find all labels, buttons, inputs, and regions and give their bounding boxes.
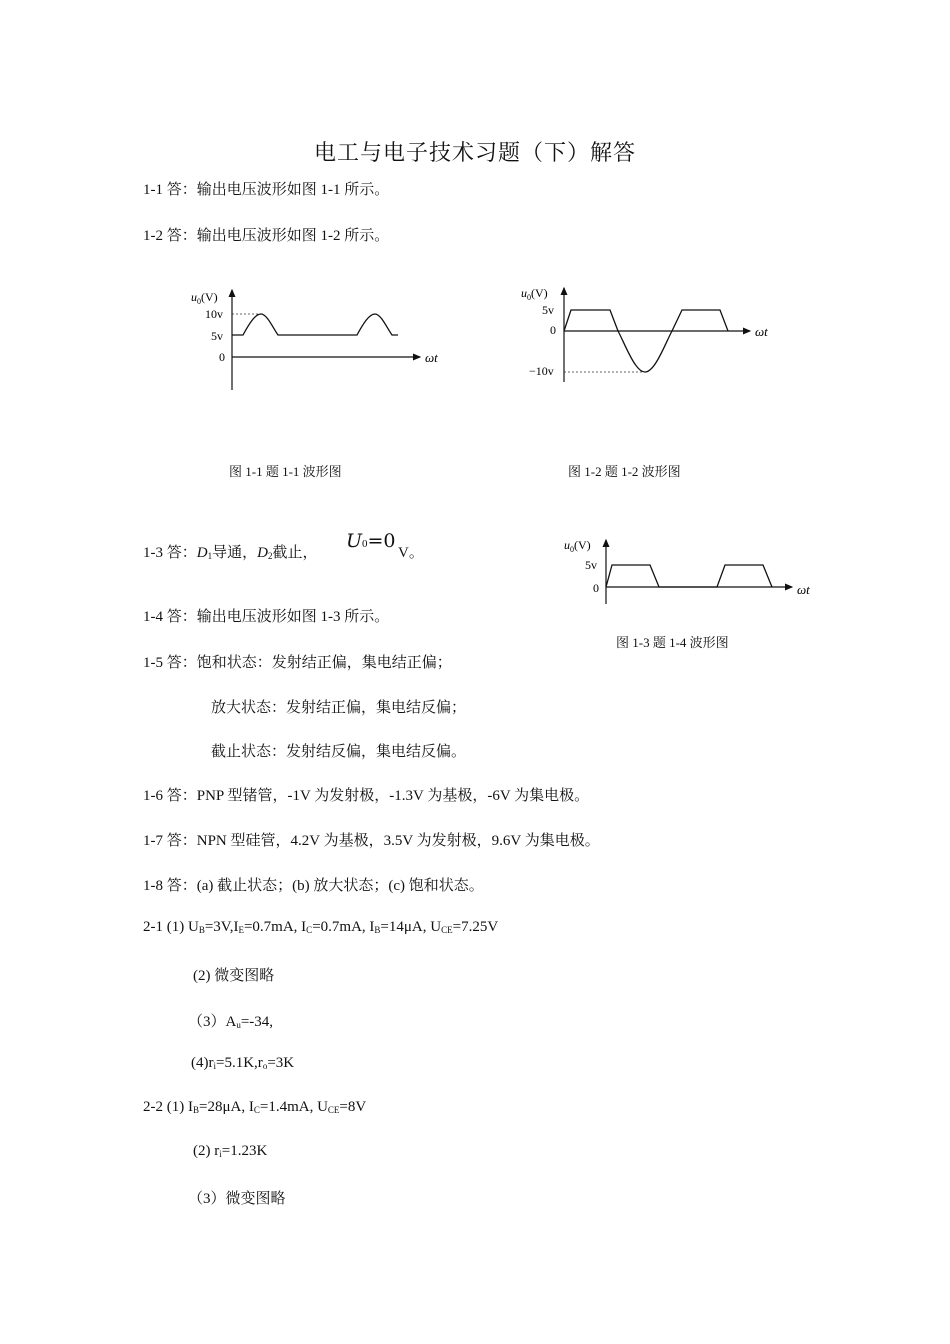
answer-1-3-mid2: 截止，	[272, 545, 318, 561]
y-axis-label: $u_0(V)$	[191, 290, 218, 306]
waveform	[232, 314, 398, 335]
tick-0: 0	[550, 323, 556, 337]
u0-symbol: U	[346, 530, 363, 552]
answer-2-1-line3: $(3)A_u=-34$,	[188, 1014, 274, 1030]
answer-2-2-line3: （3）微变图略	[188, 1191, 286, 1207]
page-title: 电工与电子技术习题（下）解答	[313, 140, 636, 165]
figure-1-2-waveform	[515, 282, 785, 387]
answer-1-4: 1-4 答：输出电压波形如图 1-3 所示。	[143, 609, 390, 625]
u0-unit: V。	[398, 545, 424, 561]
u0-subscript: 0	[362, 538, 368, 550]
answer-2-1-line2: (2) 微变图略	[193, 968, 275, 984]
answer-1-5-line2: 放大状态：发射结正偏，集电结反偏；	[211, 700, 467, 716]
d2-symbol: D	[257, 545, 268, 561]
answer-1-5-line1: 1-5 答：饱和状态：发射结正偏，集电结正偏；	[143, 655, 452, 671]
answer-1-3-mid1: 导通，	[212, 545, 258, 561]
tick-0: 0	[219, 350, 225, 364]
answer-1-7: 1-7 答：NPN 型硅管，4.2V 为基极，3.5V 为发射极，9.6V 为集电极。	[143, 833, 600, 849]
answer-1-3	[143, 541, 317, 562]
figure-1-1-caption: 图 1-1 题 1-1 波形图	[229, 464, 342, 479]
answer-2-1-line4: $(4)r_i=5.1K,r_o=3K$	[191, 1055, 295, 1071]
d2-subscript: 2	[267, 551, 273, 561]
tick-5v: 5v	[542, 303, 554, 317]
answer-1-5-line3: 截止状态：发射结反偏，集电结反偏。	[211, 744, 467, 760]
tick-5v: 5v	[211, 329, 223, 343]
waveform	[606, 565, 772, 587]
y-axis-label: $u_0(V)$	[521, 286, 548, 302]
tick-10v: 10v	[205, 307, 223, 321]
u0-value: =0	[367, 530, 396, 552]
d1-subscript: 1	[207, 551, 213, 561]
figure-1-2-caption: 图 1-2 题 1-2 波形图	[568, 464, 681, 479]
answer-1-3-prefix: 1-3 答：	[143, 545, 197, 561]
answer-2-2-line1: 2-2 (1) $I_B=28\mu A$, $I_C=1.4mA$, $U_{CE}=8V$	[143, 1099, 367, 1115]
answer-1-8: 1-8 答：(a) 截止状态；(b) 放大状态；(c) 饱和状态。	[143, 878, 484, 894]
x-axis-label: ωt	[425, 350, 438, 365]
x-axis-label: ωt	[755, 324, 768, 339]
tick-5v: 5v	[585, 558, 597, 572]
tick-minus-10v: −10v	[529, 364, 554, 378]
figure-1-3-waveform	[560, 534, 830, 606]
u0-equation	[346, 530, 396, 552]
x-axis-label: ωt	[797, 582, 810, 597]
tick-0: 0	[593, 581, 599, 595]
y-axis-label: $u_0(V)$	[564, 538, 591, 554]
waveform	[564, 310, 728, 372]
d1-symbol: D	[196, 545, 208, 561]
answer-1-6: 1-6 答：PNP 型锗管，-1V 为发射极，-1.3V 为基极，-6V 为集电极。	[143, 788, 590, 804]
answer-1-2: 1-2 答：输出电压波形如图 1-2 所示。	[143, 228, 390, 244]
figure-1-3-caption: 图 1-3 题 1-4 波形图	[616, 635, 729, 650]
answer-2-1-line1: 2-1 (1) $U_B=3V,I_E=0.7mA$, $I_C=0.7mA$, $I_B=14\mu A$, $U_{CE}=7.25V$	[143, 919, 499, 935]
answer-1-1: 1-1 答：输出电压波形如图 1-1 所示。	[143, 182, 390, 198]
answer-2-2-line2: (2) $r_i=1.23K$	[193, 1143, 268, 1159]
figure-1-1-waveform	[185, 284, 455, 399]
